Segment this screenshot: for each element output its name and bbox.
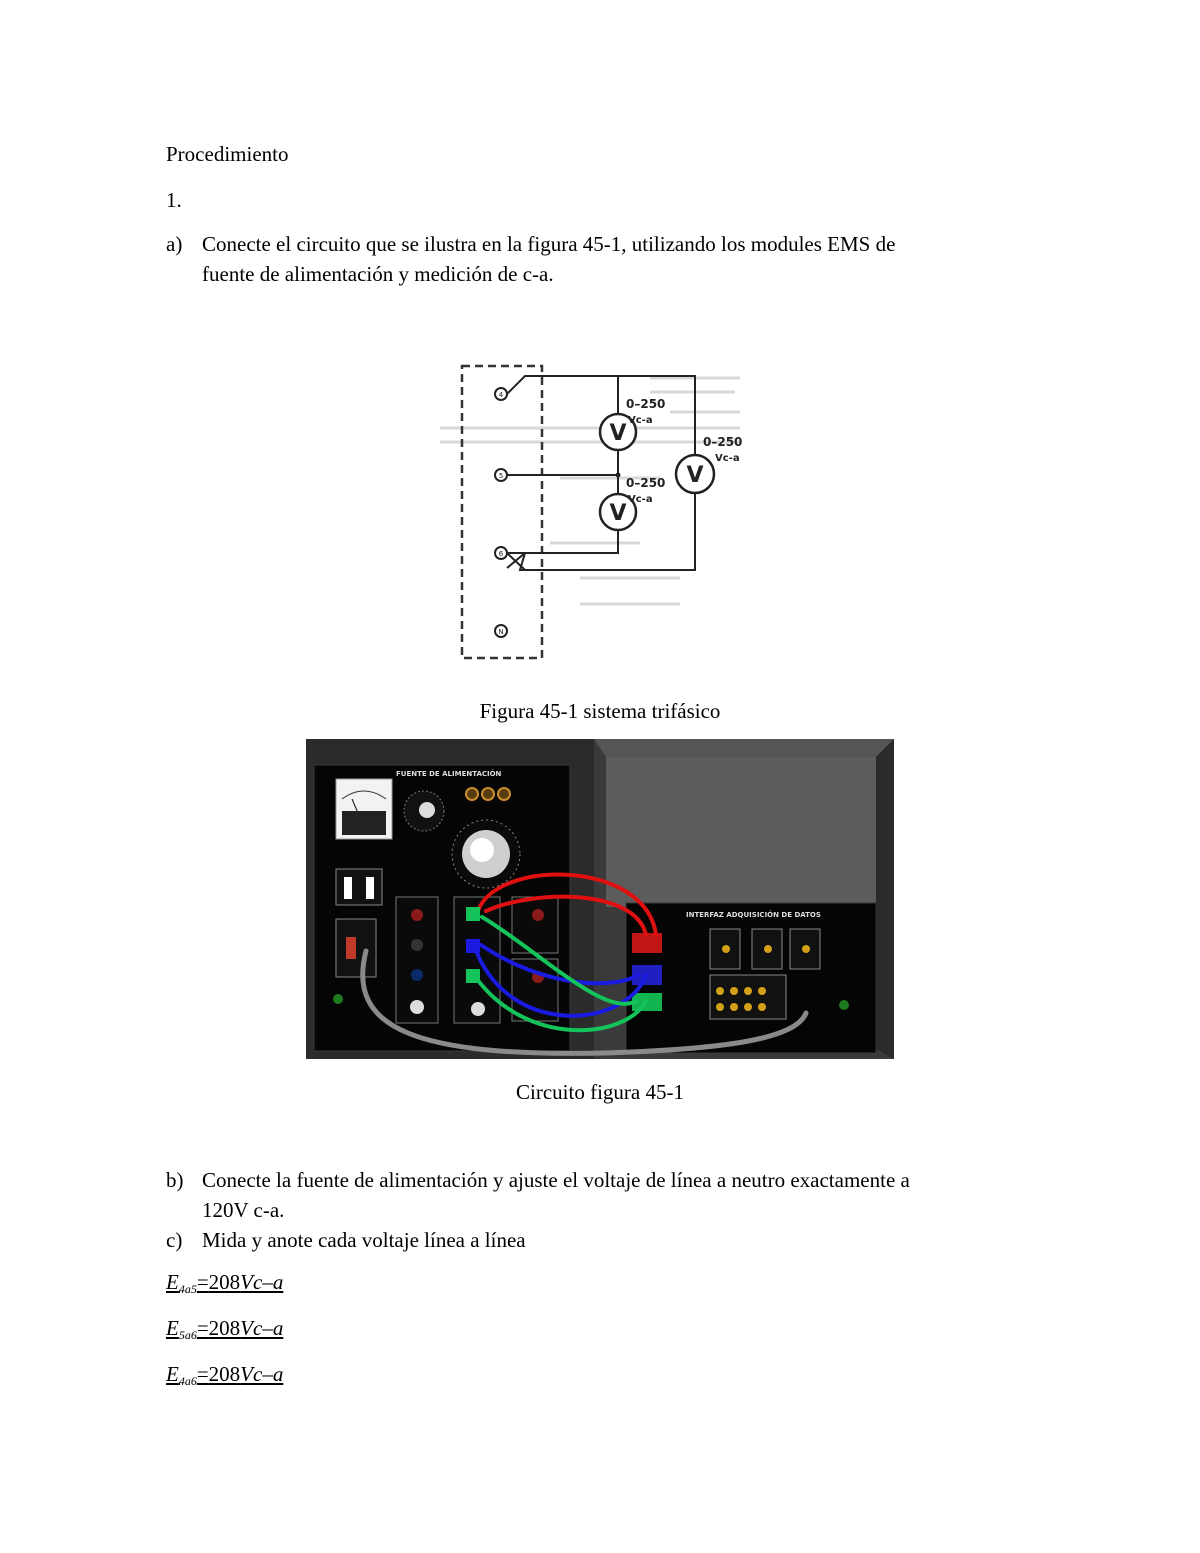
equation-e4a6: $E_{4a6}=208Vc-a$ [166, 1362, 284, 1388]
equation-value: 208 [208, 1316, 241, 1340]
meter-2-range: 0–250 [626, 476, 666, 490]
item-a-line2: fuente de alimentación y medición de c-a. [202, 262, 554, 286]
meter-1-range: 0–250 [626, 397, 666, 411]
equation-value: 208 [208, 1362, 241, 1386]
item-c-line1: Mida y anote cada voltaje línea a línea [202, 1228, 526, 1252]
meter-1-symbol: V [609, 421, 627, 446]
equation-e4a5: $E_{4a5}=208Vc-a$ [166, 1270, 284, 1296]
meter-3-range: 0–250 [703, 435, 743, 449]
terminal-n-label: N [498, 628, 504, 636]
equation-subscript: 5a6 [178, 1328, 197, 1342]
circuit-photo [306, 739, 894, 1064]
equation-unit: Vc–a [240, 1270, 284, 1294]
equation-symbol: E [166, 1362, 179, 1386]
item-a-line1: Conecte el circuito que se ilustra en la figura 45-1, utilizando los modules EMS de [202, 232, 896, 256]
equation-unit: Vc–a [240, 1316, 284, 1340]
equation-subscript: 4a5 [178, 1282, 197, 1296]
item-c-marker: c) [166, 1228, 183, 1252]
meter-2-unit: Vc-a [628, 494, 653, 505]
meter-3-unit: Vc-a [715, 453, 740, 464]
meter-2-symbol: V [609, 501, 627, 526]
meter-1-unit: Vc-a [628, 415, 653, 426]
equation-e5a6: $E_{5a6}=208Vc-a$ [166, 1316, 284, 1342]
equation-unit: Vc–a [240, 1362, 284, 1386]
terminal-5-label: 5 [498, 472, 504, 480]
item-a-marker: a) [166, 232, 183, 256]
item-b-marker: b) [166, 1168, 184, 1192]
section-heading: Procedimiento [166, 142, 289, 166]
power-supply-title: FUENTE DE ALIMENTACIÓN [396, 770, 502, 778]
equation-symbol: E [166, 1270, 179, 1294]
equation-subscript: 4a6 [178, 1374, 197, 1388]
figure-45-1-schematic [440, 348, 760, 683]
terminal-4-label: 4 [498, 391, 504, 399]
step-number: 1. [166, 188, 182, 212]
terminal-6-label: 6 [498, 550, 504, 558]
figure-45-1-caption: Figura 45-1 sistema trifásico [479, 699, 721, 723]
meter-3-symbol: V [686, 463, 704, 488]
equation-value: 208 [208, 1270, 241, 1294]
daq-title: INTERFAZ ADQUISICIÓN DE DATOS [686, 911, 821, 919]
circuit-caption: Circuito figura 45-1 [516, 1080, 684, 1104]
item-b-line2: 120V c-a. [202, 1198, 285, 1222]
equation-symbol: E [166, 1316, 179, 1340]
item-b-line1: Conecte la fuente de alimentación y ajuste el voltaje de línea a neutro exactamente a [202, 1168, 910, 1192]
